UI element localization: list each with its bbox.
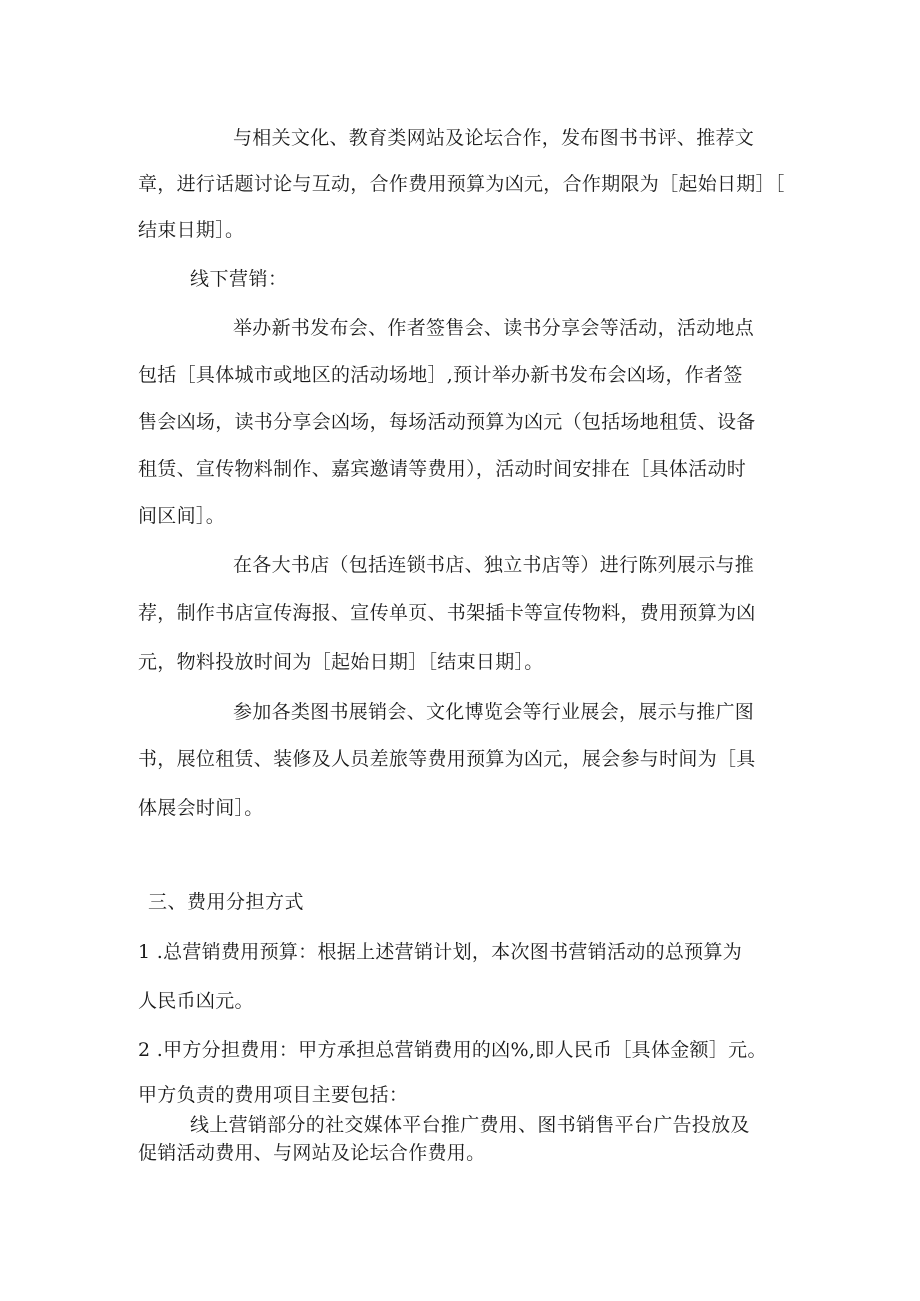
section-3-heading: 三、费用分担方式 [148,891,305,913]
para1-line1: 与相关文化、教育类网站及论坛合作，发布图书书评、推荐文 [233,127,755,149]
para4-line3: 体展会时间］。 [138,797,264,819]
para2-line5: 间区间］。 [138,505,226,527]
para2-line3: 售会凶场，读书分享会凶场，每场活动预算为凶元（包括场地租赁、设备 [138,411,756,433]
item1-line2: 人民币凶元。 [138,990,254,1012]
para2-line1: 举办新书发布会、作者签售会、读书分享会等活动，活动地点 [233,317,755,339]
item1-line1: 1 .总营销费用预算：根据上述营销计划，本次图书营销活动的总预算为 [138,941,743,963]
para4-line1: 参加各类图书展销会、文化博览会等行业展会，展示与推广图 [233,701,755,723]
para4-line2: 书，展位租赁、装修及人员差旅等费用预算为凶元，展会参与时间为［具 [138,748,756,770]
para5-line1: 线上营销部分的社交媒体平台推广费用、图书销售平台广告投放及 [190,1114,750,1136]
para1-line3: 结束日期］。 [138,219,245,241]
para2-line2: 包括［具体城市或地区的活动场地］,预计举办新书发布会凶场，作者签 [138,364,743,386]
para5-line2: 促销活动费用、与网站及论坛合作费用。 [138,1142,486,1164]
para1-line2: 章，进行话题讨论与互动，合作费用预算为凶元，合作期限为［起始日期］［ [138,173,785,195]
para3-line1: 在各大书店（包括连锁书店、独立书店等）进行陈列展示与推 [233,554,755,576]
party-a-items-heading: 甲方负责的费用项目主要包括： [138,1084,409,1106]
para3-line2: 荐，制作书店宣传海报、宣传单页、书架插卡等宣传物料，费用预算为凶 [138,602,756,624]
offline-marketing-heading: 线下营销： [190,268,288,290]
item2-line1: 2 .甲方分担费用：甲方承担总营销费用的凶%,即人民币［具体金额］元。 [138,1039,767,1061]
para3-line3: 元，物料投放时间为［起始日期］［结束日期］。 [138,651,544,673]
para2-line4: 租赁、宣传物料制作、嘉宾邀请等费用），活动时间安排在［具体活动时 [138,458,747,480]
